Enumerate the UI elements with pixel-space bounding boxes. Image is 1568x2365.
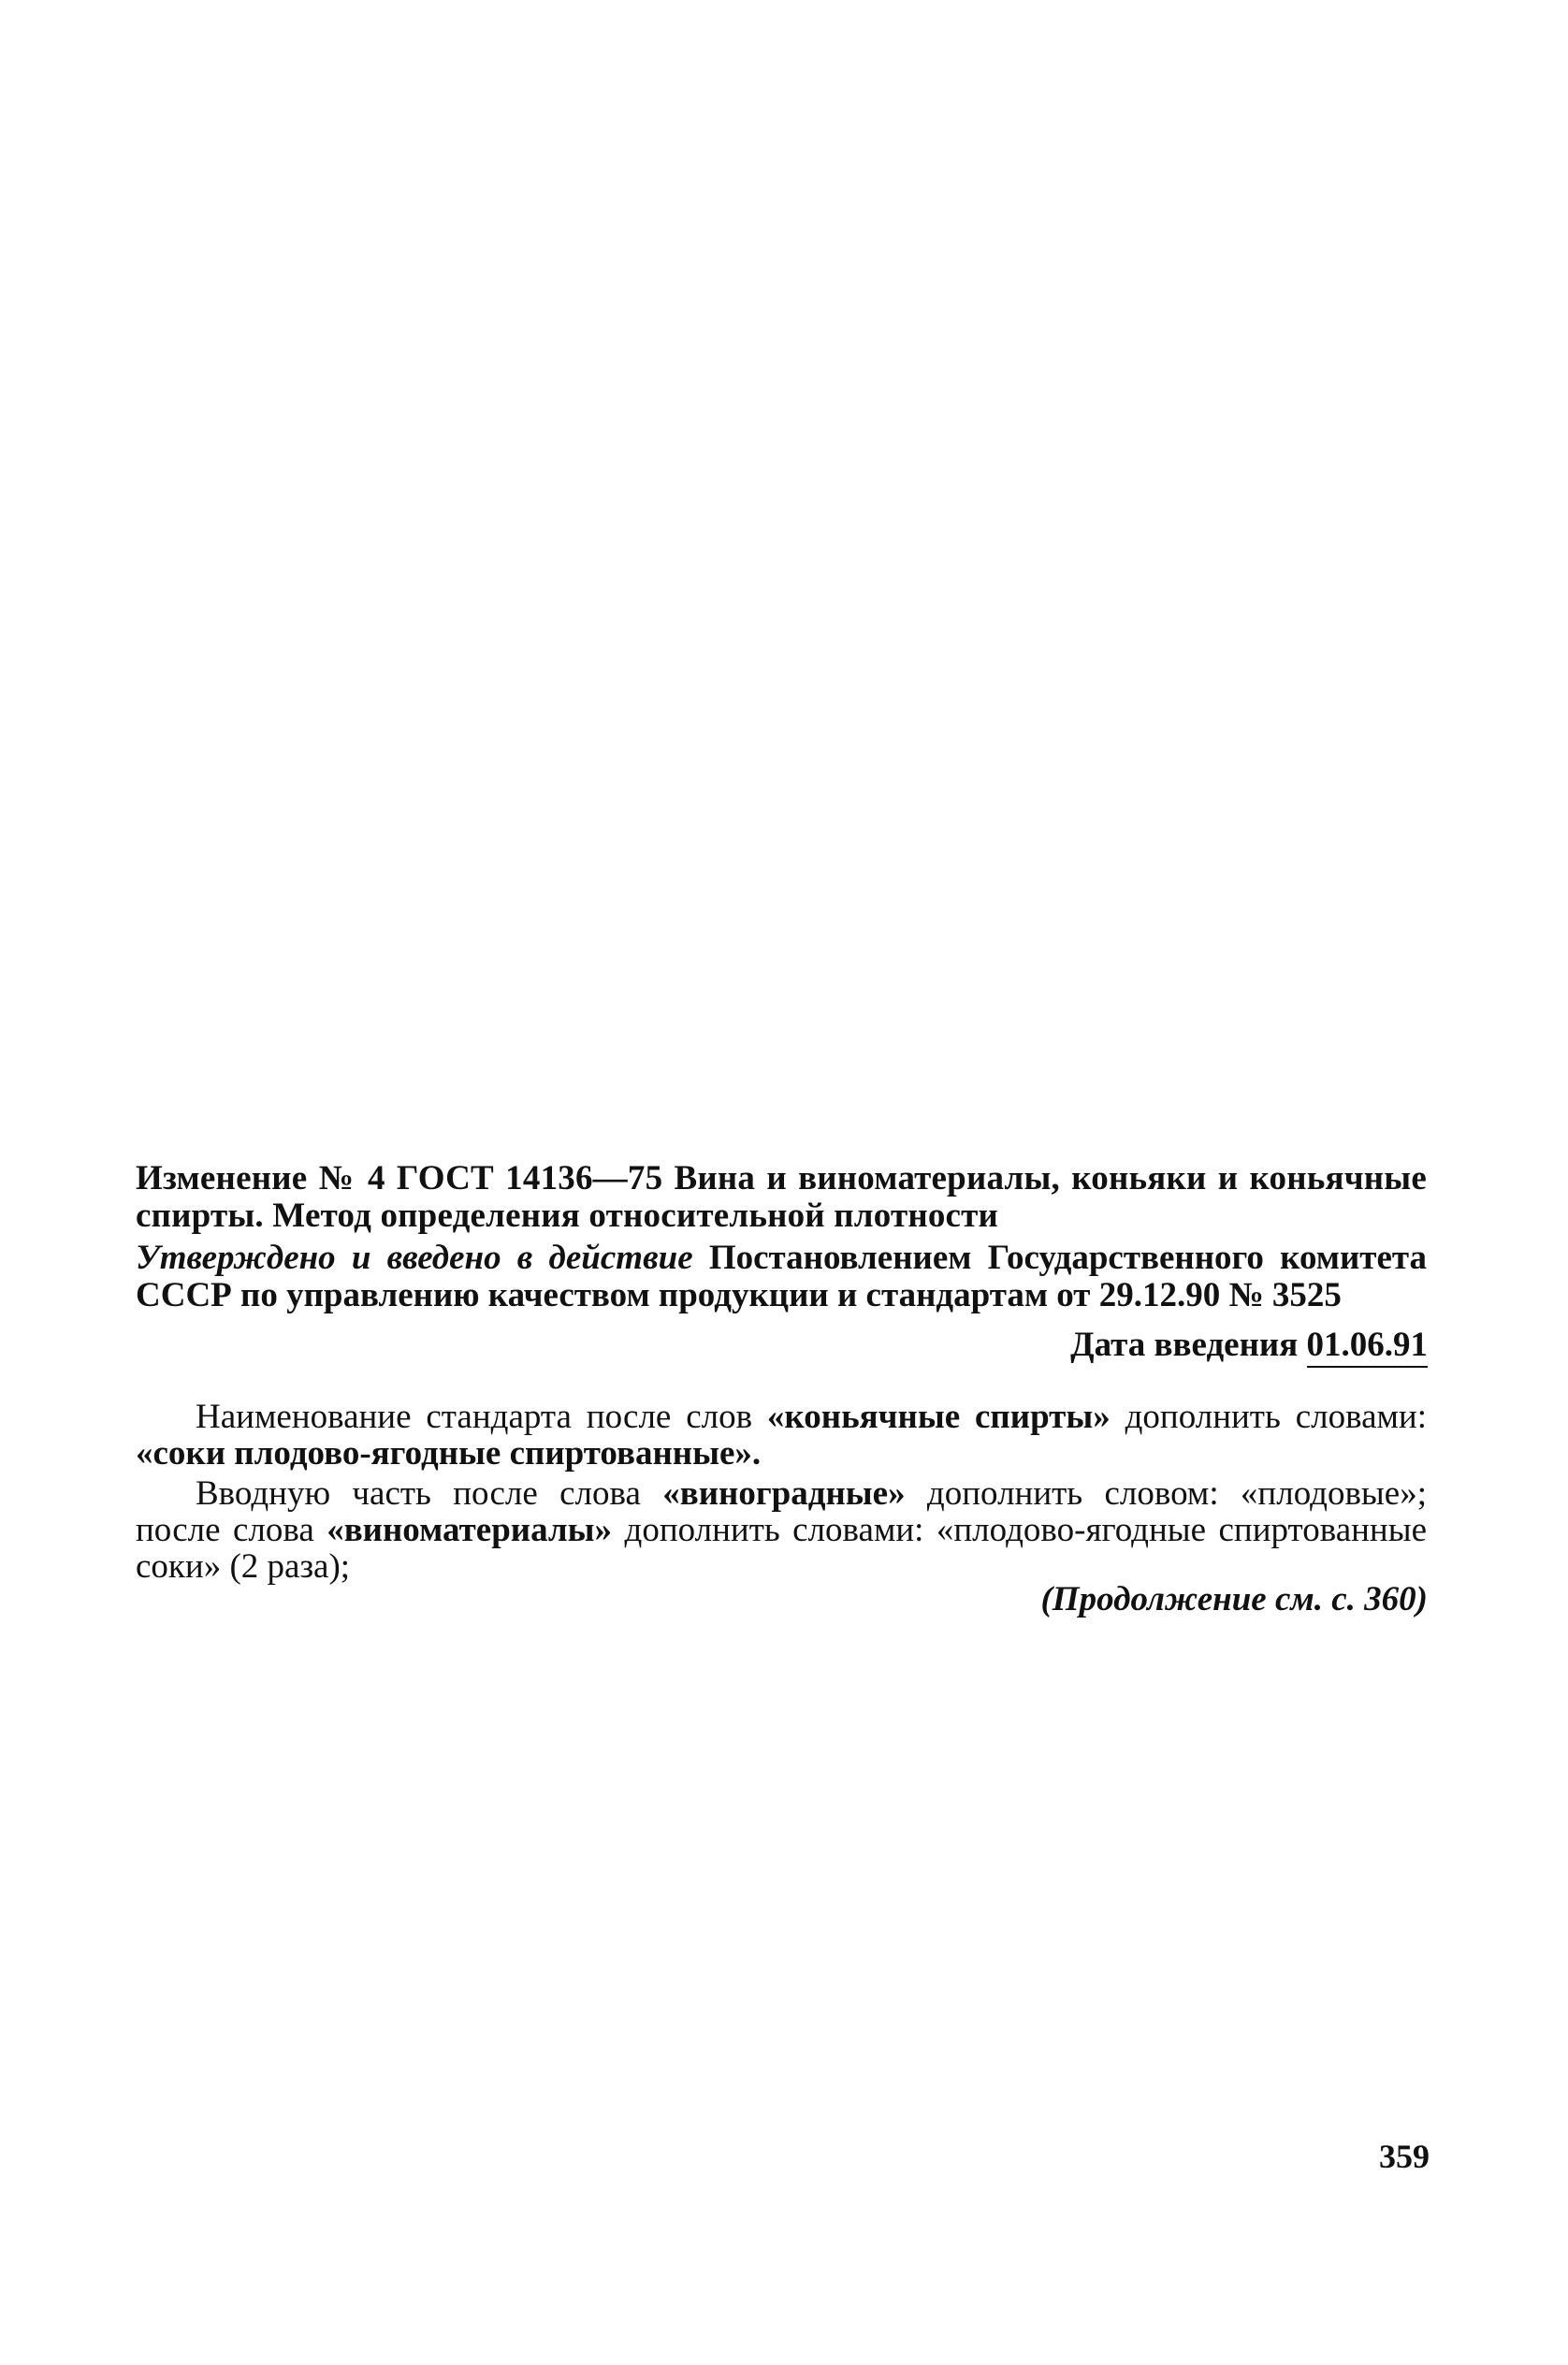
- p1-addition: «соки плодово-ягодные спиртованные».: [136, 1434, 762, 1473]
- introduction-date-value: 01.06.91: [1307, 1327, 1429, 1368]
- p2-a: Вводную часть после слова: [196, 1474, 663, 1513]
- p2-c: дополнить словами: «плодово-ягодные спиртованные соки» (2 раза);: [136, 1511, 1427, 1586]
- amendment-body: [136, 1399, 1427, 1589]
- introduction-date-line: [1070, 1327, 1428, 1368]
- amendment-heading: Изменение № 4 ГОСТ 14136—75 Вина и виноматериалы, коньяки и коньячные спирты. Метод определения относительной плотности: [136, 1159, 1427, 1235]
- body-paragraph-2: [136, 1475, 1427, 1585]
- page-number: 359: [1379, 2138, 1430, 2175]
- p1-mid: дополнить словами:: [1110, 1398, 1427, 1436]
- approval-rest: Постановлением Государственного комитета СССР по управлению качеством продукции и стандартам от 29.12.90 № 3525: [136, 1239, 1427, 1314]
- p1-term: «коньячные спирты»: [766, 1398, 1111, 1436]
- p2-term2: «виноматериалы»: [327, 1511, 613, 1549]
- continuation-note: (Продолжение см. с. 360): [1040, 1580, 1428, 1618]
- p2-b: дополнить словом: «плодовые»; после слова: [136, 1474, 1427, 1549]
- p1-prefix: Наименование стандарта после слов: [196, 1398, 767, 1436]
- approval-lead: Утверждено и введено в действие: [136, 1239, 693, 1277]
- approval-statement: [136, 1240, 1427, 1314]
- introduction-date-label: Дата введения: [1070, 1326, 1299, 1364]
- p2-term1: «виноградные»: [662, 1474, 906, 1513]
- body-paragraph-1: [136, 1399, 1427, 1472]
